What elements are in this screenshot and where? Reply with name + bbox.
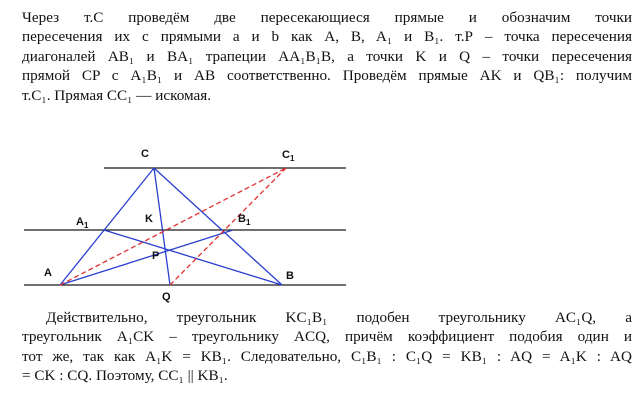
geometry-figure: [24, 138, 354, 303]
label-q: Q: [162, 291, 171, 303]
paragraph-construction: [22, 8, 632, 105]
label-c: C: [141, 148, 149, 160]
diagonal-ab1: [60, 230, 233, 285]
label-p: P: [152, 250, 160, 262]
text-line: прямой CP с A₁B₁ и AB соответственно. Проведём прямые AK и QB₁: получим: [22, 67, 632, 85]
line-ca: [60, 168, 154, 285]
text-line: Через т.С проведём две пересекающиеся прямые и обозначим точки: [22, 9, 632, 26]
text-line: треугольник A₁CK – треугольнику ACQ, причём коэффициент подобия один и: [22, 328, 632, 346]
line-qc1: [170, 168, 286, 285]
label-a: A: [44, 267, 52, 279]
label-k: K: [145, 213, 153, 225]
label-b1: $B_1$: [238, 213, 251, 227]
paragraph-proof: [22, 308, 632, 386]
text-line: тот же, так как A₁K = KB₁. Следовательно, C₁B₁ : C₁Q = KB₁ : AQ = A₁K : AQ: [22, 347, 632, 365]
figure-svg: [24, 138, 354, 303]
text-line: пересечения их с прямыми a и b как A, B, A₁ и B₁. т.Р – точка пересечения: [22, 28, 632, 46]
line-cq: [154, 168, 170, 285]
label-c1: $C_1$: [282, 149, 295, 163]
label-b: B: [286, 270, 294, 282]
diagonal-ba1: [104, 230, 282, 285]
line-cb: [154, 168, 282, 285]
text-line: т.С₁. Прямая CC₁ — искомая.: [22, 86, 212, 104]
text-line: Действительно, треугольник KC₁B₁ подобен треугольнику AC₁Q, а: [46, 309, 632, 326]
label-a1: $A_1$: [76, 216, 89, 230]
text-line: = CK : CQ. Поэтому, CC₁ || KB₁.: [22, 367, 228, 385]
text-line: диагоналей AB₁ и BA₁ трапеции AA₁B₁B, а точки K и Q – точки пересечения: [22, 47, 632, 65]
